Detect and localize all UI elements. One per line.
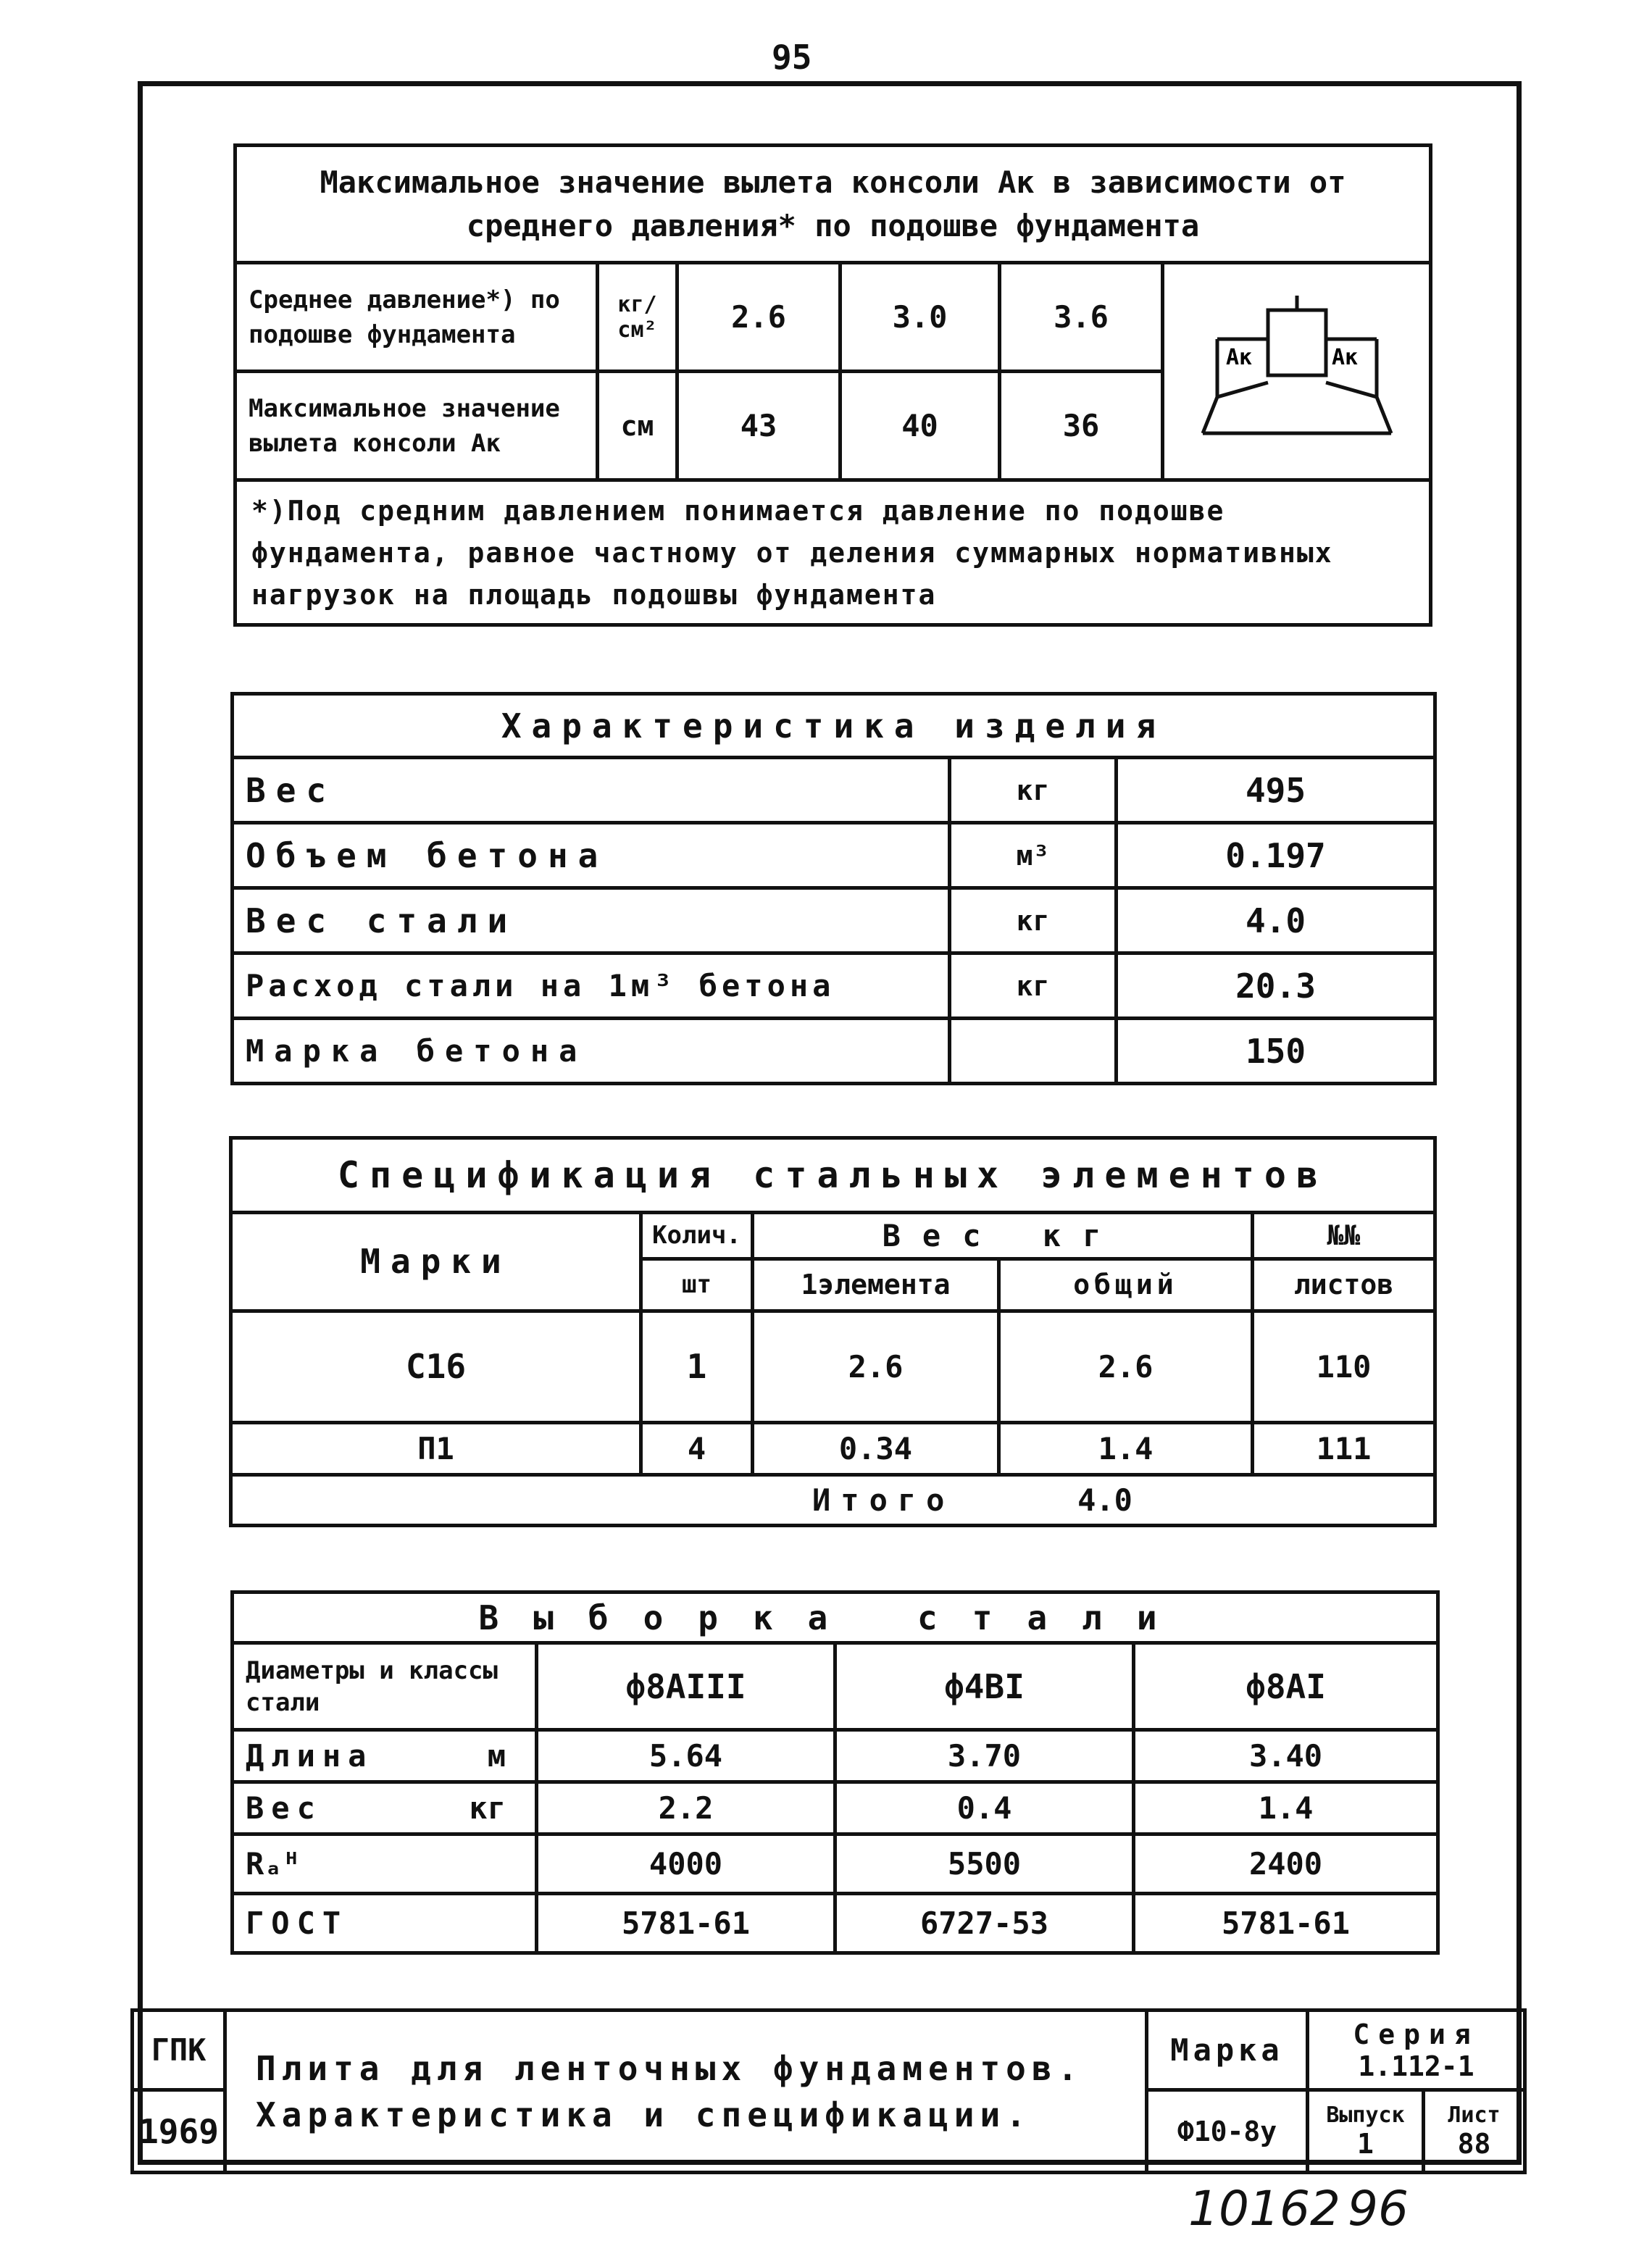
selection-column: ф4ВI xyxy=(835,1643,1134,1730)
char-label: Вес xyxy=(233,758,950,823)
pressure-value: 3.6 xyxy=(1000,263,1163,372)
table-row xyxy=(233,1834,1438,1894)
archive-number: 10162 xyxy=(1188,2181,1340,2237)
org-code: ГПК xyxy=(133,2011,225,2090)
table-row xyxy=(233,1894,1438,1953)
selection-row-unit: м xyxy=(487,1738,506,1774)
max-overhang-title: Максимальное значение вылета консоли Ак в зависимости от среднего давления* по подошве фундамента xyxy=(235,146,1431,263)
selection-row-label xyxy=(233,1894,537,1953)
selection-value: 1.4 xyxy=(1134,1782,1438,1834)
spec-mark: С16 xyxy=(231,1311,641,1422)
selection-title: Выборка стали xyxy=(233,1592,1438,1643)
sheet-label: Лист xyxy=(1448,2103,1501,2128)
char-label: Объем бетона xyxy=(233,823,950,888)
selection-row-label xyxy=(233,1834,537,1894)
spec-title: Спецификация стальных элементов xyxy=(231,1138,1435,1213)
max-overhang-label: Максимальное значение вылета консоли Ак xyxy=(235,372,598,480)
char-value: 20.3 xyxy=(1117,953,1435,1019)
series-label: Серия xyxy=(1353,2018,1480,2050)
selection-value: 5500 xyxy=(835,1834,1134,1894)
char-unit: м³ xyxy=(950,823,1117,888)
selection-value: 6727-53 xyxy=(835,1894,1134,1953)
product-characteristics-table xyxy=(230,692,1437,1085)
selection-value: 4000 xyxy=(537,1834,835,1894)
pressure-value: 2.6 xyxy=(677,263,840,372)
spec-col-marks: Марки xyxy=(231,1212,641,1311)
sheet-value: 88 xyxy=(1457,2128,1491,2160)
spec-sheet: 111 xyxy=(1253,1422,1435,1474)
spec-qty: 1 xyxy=(641,1311,753,1422)
spec-weight-total: 1.4 xyxy=(999,1422,1253,1474)
overhang-value: 36 xyxy=(1000,372,1163,480)
sketch-label-left: Ак xyxy=(1225,344,1252,370)
char-value: 0.197 xyxy=(1117,823,1435,888)
marka-label: Марка xyxy=(1147,2011,1308,2090)
marka-value: Ф10-8у xyxy=(1147,2090,1308,2173)
char-value: 495 xyxy=(1117,758,1435,823)
issue-cell xyxy=(1308,2090,1424,2173)
steel-selection-table xyxy=(230,1590,1440,1955)
title-block xyxy=(130,2008,1527,2174)
steel-elements-spec-table xyxy=(229,1136,1437,1527)
char-value: 150 xyxy=(1117,1019,1435,1084)
page-number-bottom: 96 xyxy=(1348,2181,1409,2237)
series-cell xyxy=(1308,2011,1525,2090)
selection-row-name: Rₐᴴ xyxy=(246,1846,301,1882)
char-label: Расход стали на 1м³ бетона xyxy=(233,953,950,1019)
selection-value: 2.2 xyxy=(537,1782,835,1834)
foundation-sketch-cell xyxy=(1163,263,1431,480)
series-value: 1.112-1 xyxy=(1358,2050,1474,2082)
spec-col-weight-total: общий xyxy=(999,1258,1253,1311)
char-unit: кг xyxy=(950,888,1117,953)
table-row xyxy=(233,1782,1438,1834)
spec-col-qty-unit: шт xyxy=(641,1258,753,1311)
overhang-unit: см xyxy=(598,372,677,480)
page-number-top: 95 xyxy=(772,38,812,77)
spec-col-qty: Колич. xyxy=(641,1212,753,1258)
overhang-value: 40 xyxy=(840,372,1000,480)
foundation-sketch xyxy=(1188,288,1406,455)
selection-row-label xyxy=(233,1782,537,1834)
table-row xyxy=(231,1311,1435,1422)
pressure-unit: кг/см² xyxy=(598,263,677,372)
spec-weight-one: 0.34 xyxy=(753,1422,999,1474)
selection-row-name: Вес xyxy=(246,1790,322,1826)
char-label: Вес стали xyxy=(233,888,950,953)
selection-value: 5.64 xyxy=(537,1730,835,1782)
spec-qty: 4 xyxy=(641,1422,753,1474)
drawing-title-line1: Плита для ленточных фундаментов. xyxy=(256,2048,1084,2088)
selection-value: 5781-61 xyxy=(1134,1894,1438,1953)
spec-sheet: 110 xyxy=(1253,1311,1435,1422)
char-label: Марка бетона xyxy=(233,1019,950,1084)
spec-mark: П1 xyxy=(231,1422,641,1474)
drawing-title-line2: Характеристика и спецификации. xyxy=(256,2095,1032,2134)
selection-column: ф8АI xyxy=(1134,1643,1438,1730)
drawing-title-cell xyxy=(225,2011,1147,2173)
overhang-value: 43 xyxy=(677,372,840,480)
selection-value: 3.40 xyxy=(1134,1730,1438,1782)
year: 1969 xyxy=(133,2090,225,2173)
char-unit: кг xyxy=(950,758,1117,823)
issue-value: 1 xyxy=(1357,2128,1374,2160)
selection-column: ф8АIII xyxy=(537,1643,835,1730)
char-unit: кг xyxy=(950,953,1117,1019)
characteristics-title: Характеристика изделия xyxy=(233,694,1435,758)
issue-label: Выпуск xyxy=(1326,2103,1405,2128)
spec-col-sheets-sub: листов xyxy=(1253,1258,1435,1311)
char-value: 4.0 xyxy=(1117,888,1435,953)
selection-row-name: ГОСТ xyxy=(246,1905,349,1941)
pressure-footnote: *)Под средним давлением понимается давление по подошве фундамента, равное частному от деления суммарных нормативных нагрузок на площадь подошвы фундамента xyxy=(235,480,1431,625)
spec-weight-one: 2.6 xyxy=(753,1311,999,1422)
selection-row-label xyxy=(233,1730,537,1782)
spec-total-row xyxy=(231,1475,1435,1526)
table-row xyxy=(233,1730,1438,1782)
selection-value: 0.4 xyxy=(835,1782,1134,1834)
spec-total-label: Итого xyxy=(812,1482,955,1518)
spec-col-weight-one: 1элемента xyxy=(753,1258,999,1311)
selection-header-label: Диаметры и классы стали xyxy=(233,1643,537,1730)
table-row xyxy=(231,1422,1435,1474)
spec-weight-total: 2.6 xyxy=(999,1311,1253,1422)
spec-col-sheets: №№ xyxy=(1253,1212,1435,1258)
avg-pressure-label: Среднее давление*) по подошве фундамента xyxy=(235,263,598,372)
spec-total-value: 4.0 xyxy=(1077,1482,1132,1518)
max-overhang-table xyxy=(233,143,1432,627)
char-unit xyxy=(950,1019,1117,1084)
selection-value: 3.70 xyxy=(835,1730,1134,1782)
sheet-cell xyxy=(1424,2090,1525,2173)
selection-value: 5781-61 xyxy=(537,1894,835,1953)
selection-row-unit: кг xyxy=(469,1790,506,1826)
selection-row-name: Длина xyxy=(246,1738,374,1774)
spec-col-weight: Вес кг xyxy=(753,1212,1253,1258)
selection-value: 2400 xyxy=(1134,1834,1438,1894)
sketch-label-right: Ак xyxy=(1331,344,1358,370)
pressure-value: 3.0 xyxy=(840,263,1000,372)
